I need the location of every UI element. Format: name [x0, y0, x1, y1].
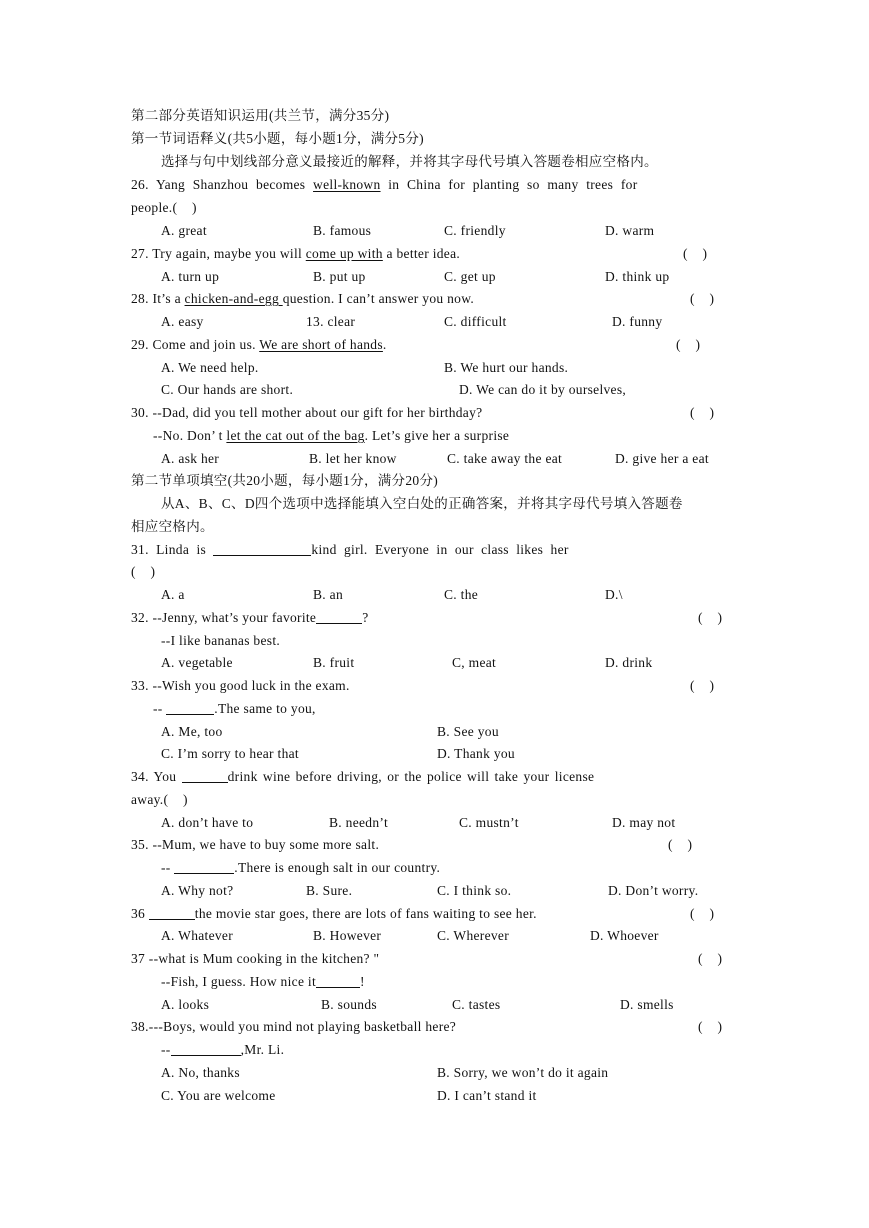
q36-answer-paren: ( ): [690, 906, 715, 921]
q37-option-d: D. smells: [620, 997, 674, 1012]
q28-option-b: 13. clear: [306, 314, 356, 329]
q30-line2: [153, 427, 509, 445]
q34-answer-paren: ( ): [163, 792, 188, 807]
q33-answer-paren: ( ): [690, 678, 715, 693]
q34-option-b: B. needn’t: [329, 815, 388, 830]
q37-option-a: A. looks: [161, 997, 210, 1012]
q27-text-a: 27. Try again, maybe you will: [131, 246, 306, 261]
q36-text-a: 36: [131, 906, 149, 921]
q32-text-a: 32. --Jenny, what’s your favorite: [131, 610, 317, 625]
q35-answer-paren: ( ): [668, 837, 693, 852]
question-33: 33. --Wish you good luck in the exam.: [131, 678, 350, 693]
q34-option-d: D. may not: [612, 815, 676, 830]
section1-instructions: 选择与句中划线部分意义最接近的解释，并将其字母代号填入答题卷相应空格内。: [161, 154, 658, 169]
q33-option-c: C. I’m sorry to hear that: [161, 746, 299, 761]
q38-option-a: A. No, thanks: [161, 1065, 240, 1080]
question-35: 35. --Mum, we have to buy some more salt.: [131, 837, 380, 852]
answer-paren: ( ): [172, 200, 197, 215]
q37-text-b: !: [360, 974, 365, 989]
q34-blank: [182, 769, 228, 783]
q38-answer-paren: ( ): [698, 1019, 723, 1034]
q34-text-a: 34. You: [131, 769, 182, 784]
q29-text-b: .: [382, 337, 387, 352]
q33-option-a: A. Me, too: [161, 724, 223, 739]
question-28: [131, 290, 474, 308]
q37-answer-paren: ( ): [698, 951, 723, 966]
q30-option-c: C. take away the eat: [447, 451, 563, 466]
q38-line2: [161, 1041, 284, 1059]
q28-answer-paren: ( ): [690, 291, 715, 306]
q38-blank: [171, 1042, 241, 1056]
q33-option-b: B. See you: [437, 724, 499, 739]
q34-line2-text: away.: [131, 792, 164, 807]
q31-option-b: B. an: [313, 587, 343, 602]
q32-answer-paren: ( ): [698, 610, 723, 625]
q26-option-b: B. famous: [313, 223, 372, 238]
q28-underlined: chicken-and-egg: [184, 291, 283, 306]
q35-option-a: A. Why not?: [161, 883, 234, 898]
question-30: 30. --Dad, did you tell mother about our gift for her birthday?: [131, 405, 483, 420]
q38-option-d: D. I can’t stand it: [437, 1088, 537, 1103]
question-31: [131, 541, 569, 559]
q33-text-a: --: [153, 701, 167, 716]
q35-option-d: D. Don’t worry.: [608, 883, 699, 898]
q26-line2-text: people.: [131, 200, 173, 215]
question-37: 37 --what is Mum cooking in the kitchen? ": [131, 951, 380, 966]
q26-underlined: well-known: [313, 177, 381, 192]
q38-text-b: ,Mr. Li.: [240, 1042, 285, 1057]
q30-text-b: . Let’s give her a surprise: [364, 428, 510, 443]
q29-option-c: C. Our hands are short.: [161, 382, 294, 397]
q33-blank: [166, 701, 214, 715]
q30-option-a: A. ask her: [161, 451, 220, 466]
q36-text-b: the movie star goes, there are lots of fans waiting to see her.: [194, 906, 537, 921]
q36-option-c: C. Wherever: [437, 928, 510, 943]
q37-line2: [161, 973, 365, 991]
q29-option-b: B. We hurt our hands.: [444, 360, 569, 375]
q29-option-a: A. We need help.: [161, 360, 259, 375]
section1-title: 第一节词语释义(共5小题，每小题1分，满分5分): [131, 131, 424, 146]
q35-text-a: --: [161, 860, 175, 875]
part2-title: 第二部分英语知识运用(共兰节，满分35分): [131, 108, 390, 123]
q35-blank: [174, 860, 234, 874]
question-32: [131, 609, 369, 627]
q38-option-b: B. Sorry, we won’t do it again: [437, 1065, 609, 1080]
q26-option-a: A. great: [161, 223, 207, 238]
q37-option-b: B. sounds: [321, 997, 377, 1012]
q29-underlined: We are short of hands: [259, 337, 383, 352]
q36-option-b: B. However: [313, 928, 382, 943]
q32-option-d: D. drink: [605, 655, 653, 670]
question-26: [131, 176, 638, 194]
q31-text-a: 31. Linda is: [131, 542, 214, 557]
question-27: [131, 245, 460, 263]
q35-option-b: B. Sure.: [306, 883, 353, 898]
q31-blank: [213, 542, 311, 556]
q32-option-a: A. vegetable: [161, 655, 233, 670]
question-29: [131, 336, 387, 354]
q36-blank: [149, 906, 195, 920]
q37-option-c: C. tastes: [452, 997, 501, 1012]
q36-option-d: D. Whoever: [590, 928, 659, 943]
q27-option-c: C. get up: [444, 269, 496, 284]
section2-instructions-1: 从A、B、C、D四个选项中选择能填入空白处的正确答案，并将其字母代号填入答题卷: [161, 496, 683, 511]
q27-option-a: A. turn up: [161, 269, 220, 284]
q27-underlined: come up with: [305, 246, 383, 261]
q34-option-a: A. don’t have to: [161, 815, 254, 830]
q35-line2: [161, 859, 440, 877]
q33-text-b: .The same to you,: [214, 701, 316, 716]
q36-option-a: A. Whatever: [161, 928, 234, 943]
q29-text-a: 29. Come and join us.: [131, 337, 260, 352]
q32-text-b: ?: [362, 610, 369, 625]
q30-text-a: --No. Don’ t: [153, 428, 227, 443]
q37-blank: [316, 974, 360, 988]
q34-option-c: C. mustn’t: [459, 815, 519, 830]
q31-option-d: D.\: [605, 587, 623, 602]
q31-answer-paren: ( ): [131, 564, 156, 579]
q33-line2: [153, 700, 316, 718]
q32-option-c: C, meat: [452, 655, 497, 670]
q27-text-b: a better idea.: [382, 246, 461, 261]
q37-text-a: --Fish, I guess. How nice it: [161, 974, 317, 989]
q28-option-c: C. difficult: [444, 314, 507, 329]
q27-option-d: D. think up: [605, 269, 670, 284]
q26-text-b: in China for planting so many trees for: [380, 177, 638, 192]
q30-answer-paren: ( ): [690, 405, 715, 420]
question-36: [131, 905, 537, 923]
section2-title: 第二节单项填空(共20小题，每小题1分，满分20分): [131, 473, 439, 488]
question-34: [131, 768, 594, 786]
question-38: 38.---Boys, would you mind not playing basketball here?: [131, 1019, 457, 1034]
q34-text-b: drink wine before driving, or the police will take your license: [227, 769, 595, 784]
q27-option-b: B. put up: [313, 269, 366, 284]
q27-answer-paren: ( ): [683, 246, 708, 261]
q26-text-a: 26. Yang Shanzhou becomes: [131, 177, 314, 192]
q26-option-c: C. friendly: [444, 223, 506, 238]
q29-option-d: D. We can do it by ourselves,: [459, 382, 627, 397]
q31-text-b: kind girl. Everyone in our class likes her: [311, 542, 569, 557]
q30-option-b: B. let her know: [309, 451, 397, 466]
q34-line2: [131, 791, 188, 809]
q26-line2: [131, 199, 197, 217]
q28-text-b: question. I can’t answer you now.: [282, 291, 475, 306]
q28-option-d: D. funny: [612, 314, 663, 329]
section2-instructions-2: 相应空格内。: [131, 519, 214, 534]
q26-option-d: D. warm: [605, 223, 655, 238]
q29-answer-paren: ( ): [676, 337, 701, 352]
q38-text-a: --: [161, 1042, 171, 1057]
q28-text-a: 28. It’s a: [131, 291, 185, 306]
q28-option-a: A. easy: [161, 314, 204, 329]
q32-option-b: B. fruit: [313, 655, 355, 670]
q32-blank: [316, 610, 362, 624]
q38-option-c: C. You are welcome: [161, 1088, 276, 1103]
q32-line2: --I like bananas best.: [161, 633, 281, 648]
q30-option-d: D. give her a eat: [615, 451, 709, 466]
q30-underlined: let the cat out of the bag: [226, 428, 365, 443]
q35-option-c: C. I think so.: [437, 883, 512, 898]
q31-option-c: C. the: [444, 587, 479, 602]
q35-text-b: .There is enough salt in our country.: [234, 860, 441, 875]
q33-option-d: D. Thank you: [437, 746, 515, 761]
q31-option-a: A. a: [161, 587, 185, 602]
